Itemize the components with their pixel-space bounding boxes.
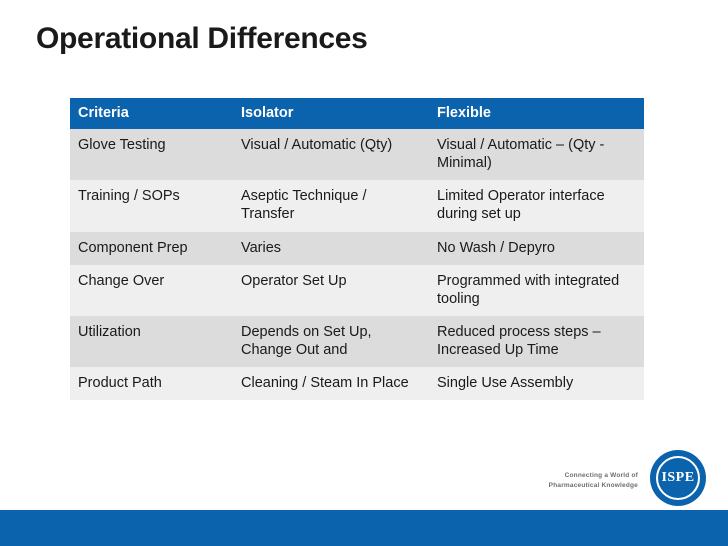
column-header-isolator: Isolator xyxy=(233,98,429,129)
logo-tagline-line2: Pharmaceutical Knowledge xyxy=(548,481,638,489)
logo-mark-text: ISPE xyxy=(661,470,695,485)
table-row xyxy=(70,265,644,316)
table-row xyxy=(70,367,644,400)
logo-tagline xyxy=(549,471,638,490)
footer-bar xyxy=(0,510,728,546)
cell-isolator: Visual / Automatic (Qty) xyxy=(233,129,429,180)
table-header-row xyxy=(70,98,644,129)
cell-flexible: Single Use Assembly xyxy=(429,367,644,400)
cell-criteria: Product Path xyxy=(70,367,233,400)
table-row xyxy=(70,316,644,367)
cell-flexible: Reduced process steps – Increased Up Time xyxy=(429,316,644,367)
column-header-criteria: Criteria xyxy=(70,98,233,129)
cell-isolator: Aseptic Technique / Transfer xyxy=(233,180,429,231)
ispe-logo-icon xyxy=(650,450,706,506)
logo-area xyxy=(500,448,710,510)
cell-criteria: Glove Testing xyxy=(70,129,233,180)
logo-tagline-line1: Connecting a World of xyxy=(564,472,638,480)
cell-flexible: No Wash / Depyro xyxy=(429,232,644,265)
table-row xyxy=(70,180,644,231)
page-title: Operational Differences xyxy=(36,22,368,55)
cell-isolator: Varies xyxy=(233,232,429,265)
operational-differences-table xyxy=(70,98,644,400)
cell-criteria: Change Over xyxy=(70,265,233,316)
cell-isolator: Operator Set Up xyxy=(233,265,429,316)
cell-criteria: Utilization xyxy=(70,316,233,367)
table-row xyxy=(70,129,644,180)
column-header-flexible: Flexible xyxy=(429,98,644,129)
cell-flexible: Visual / Automatic – (Qty - Minimal) xyxy=(429,129,644,180)
cell-flexible: Limited Operator interface during set up xyxy=(429,180,644,231)
cell-criteria: Training / SOPs xyxy=(70,180,233,231)
cell-isolator: Depends on Set Up, Change Out and xyxy=(233,316,429,367)
cell-isolator: Cleaning / Steam In Place xyxy=(233,367,429,400)
cell-flexible: Programmed with integrated tooling xyxy=(429,265,644,316)
table-row xyxy=(70,232,644,265)
cell-criteria: Component Prep xyxy=(70,232,233,265)
